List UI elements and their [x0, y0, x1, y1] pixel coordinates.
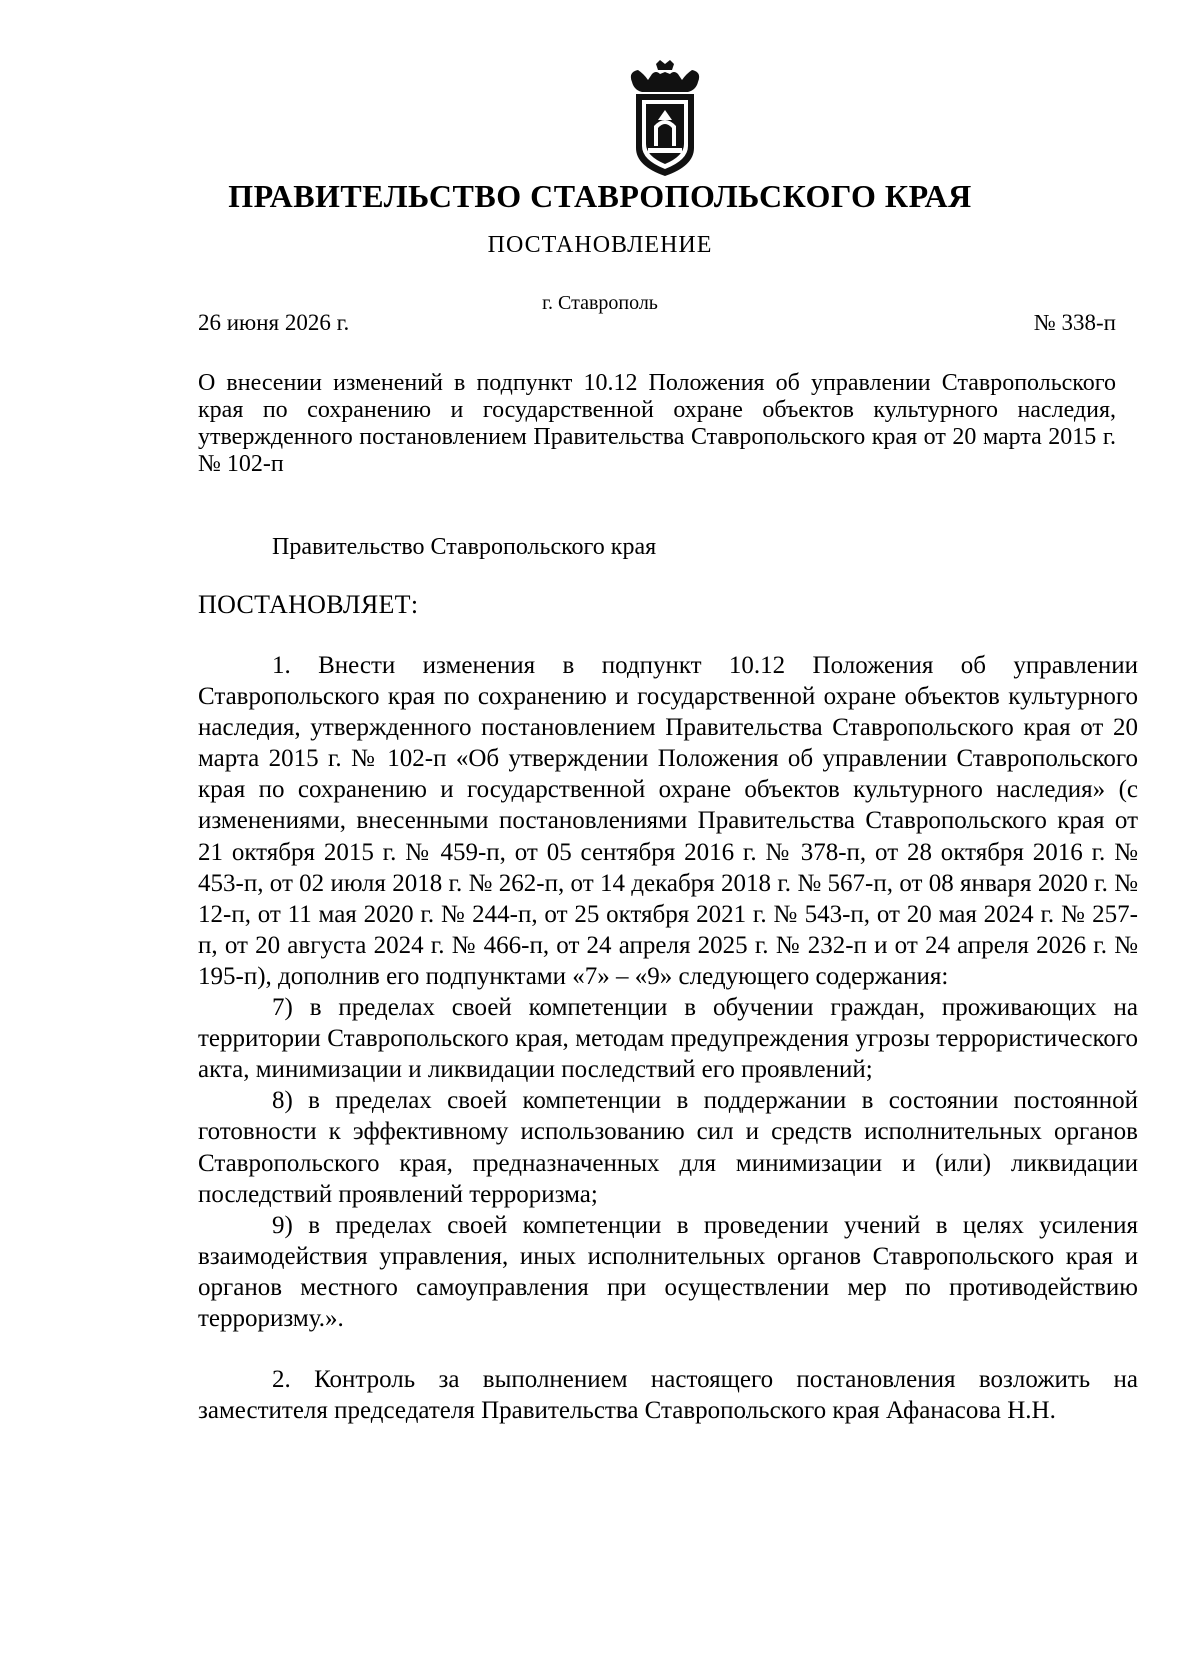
preamble-government: Правительство Ставропольского края: [272, 534, 657, 560]
document-kind: ПОСТАНОВЛЕНИЕ: [487, 232, 713, 258]
coat-of-arms-icon: [626, 60, 704, 178]
paragraph-subitem-8: 8) в пределах своей компетенции в поддержании в состоянии постоянной готовности к эффективному использованию сил и средств исполнительных органов Ставропольского края, предназначенных для минимизации и (или) ликвидации последствий проявлений терроризма;: [198, 1087, 1138, 1208]
paragraph-item-1: 1. Внести изменения в подпункт 10.12 Положения об управлении Ставропольского края по сохранению и государственной охране объектов культурного наследия, утвержденного постановлением Правительства Ставропольского края от 20 марта 2015 г. № 102-п «Об утверждении Положения об управлении Ставропольского края по сохранению и государственной охране объектов культурного наследия» (с изменениями, внесенными постановлениями Правительства Ставропольского края от 21 октября 2015 г. № 459-п, от 05 сентября 2016 г. № 378-п, от 28 октября 2016 г. № 453-п, от 02 июля 2018 г. № 262-п, от 14 декабря 2018 г. № 567-п, от 08 января 2020 г. № 12-п, от 11 мая 2020 г. № 244-п, от 25 октября 2021 г. № 543-п, от 20 мая 2024 г. № 257-п, от 20 августа 2024 г. № 466-п, от 24 апреля 2025 г. № 232-п и от 24 апреля 2026 г. № 195-п), дополнив его подпунктами «7» – «9» следующего содержания:: [198, 652, 1138, 990]
document-date: 26 июня 2026 г.: [198, 310, 350, 335]
government-title: ПРАВИТЕЛЬСТВО СТАВРОПОЛЬСКОГО КРАЯ: [228, 178, 972, 214]
preamble-resolves: ПОСТАНОВЛЯЕТ:: [198, 590, 419, 619]
document-subject: О внесении изменений в подпункт 10.12 Положения об управлении Ставропольского края по сохранению и государственной охране объектов культурного наследия, утвержденного постановлением Правительства Ставропольского края от 20 марта 2015 г. № 102-п: [198, 370, 1116, 477]
document-city: г. Ставрополь: [542, 292, 658, 314]
resolution-body: [198, 650, 1138, 1426]
document-number: № 338-п: [1033, 310, 1116, 335]
paragraph-subitem-9: 9) в пределах своей компетенции в проведении учений в целях усиления взаимодействия управления, иных исполнительных органов Ставропольского края и органов местного самоуправления при осуществлении мер по противодействию терроризму.».: [198, 1211, 1138, 1332]
paragraph-subitem-7: 7) в пределах своей компетенции в обучении граждан, проживающих на территории Ставропольского края, методам предупреждения угрозы террористического акта, минимизации и ликвидации последствий его проявлений;: [198, 994, 1138, 1084]
paragraph-item-2: 2. Контроль за выполнением настоящего постановления возложить на заместителя председателя Правительства Ставропольского края Афанасова Н.Н.: [198, 1366, 1138, 1425]
